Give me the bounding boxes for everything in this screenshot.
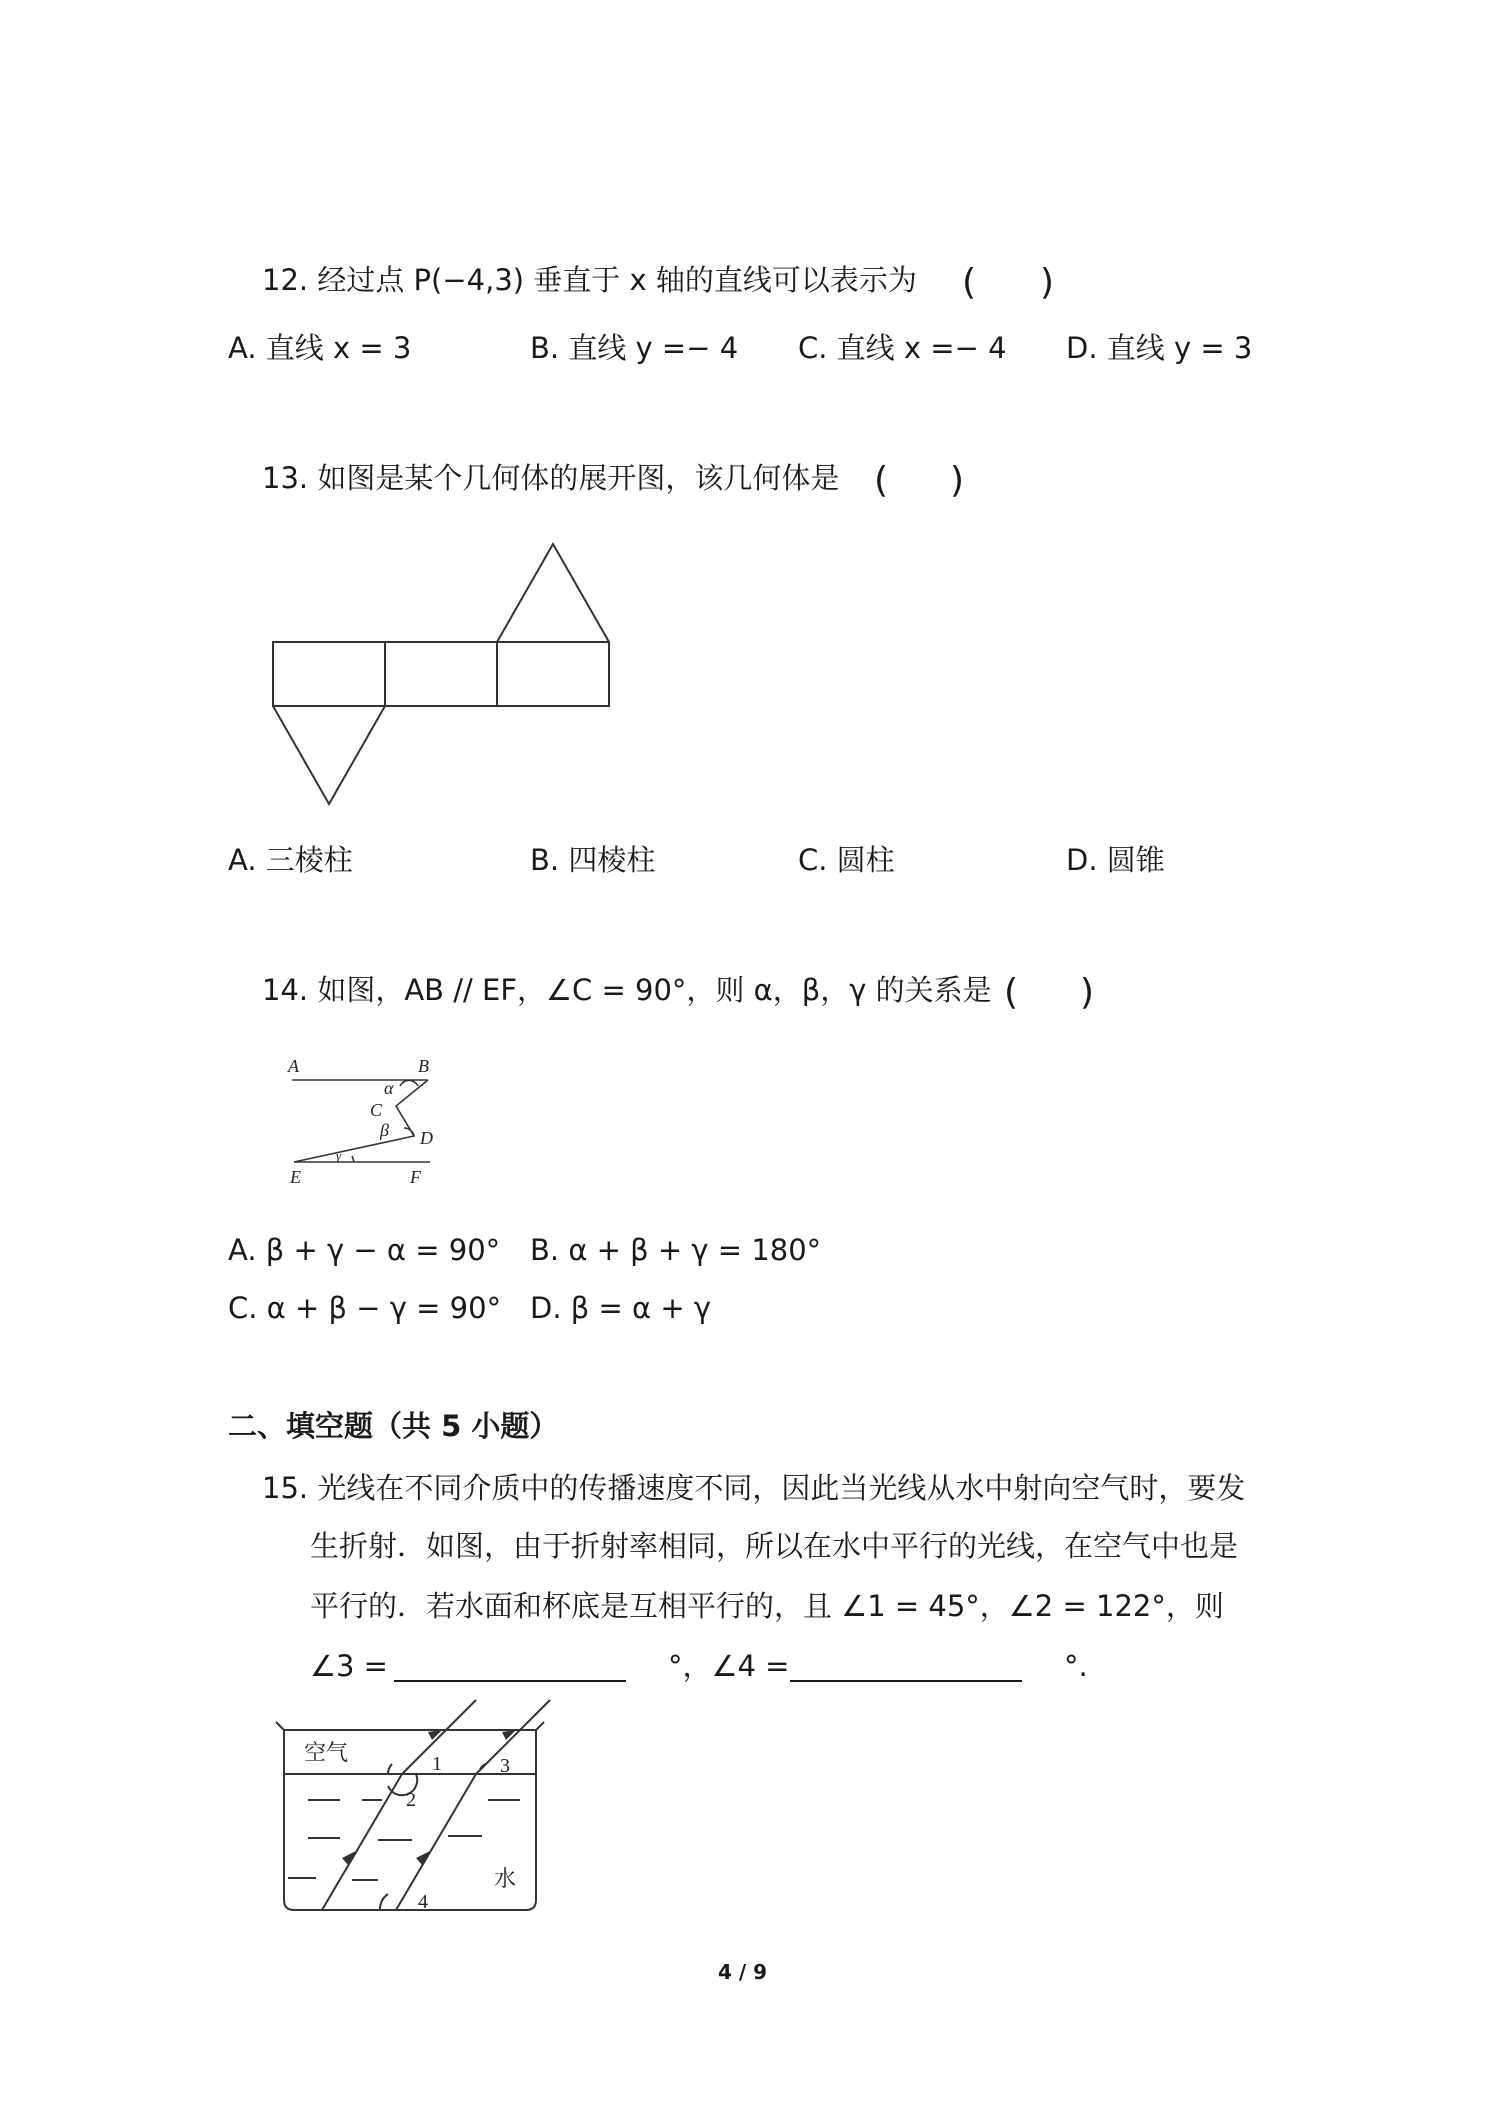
- q12-stem: 12. 经过点 P(−4,3) 垂直于 x 轴的直线可以表示为: [262, 263, 917, 297]
- q15-line3: 平行的．若水面和杯底是互相平行的，且 ∠1 = 45°，∠2 = 122°，则: [310, 1589, 1224, 1623]
- q14-option-a: A. β + γ − α = 90°: [228, 1233, 501, 1267]
- q15-line1: 15. 光线在不同介质中的传播速度不同，因此当光线从水中射向空气时，要发: [262, 1471, 1246, 1505]
- q12-option-a: A. 直线 x = 3: [228, 331, 412, 365]
- answer-blank-angle4[interactable]: [790, 1680, 1022, 1682]
- label-water: 水: [494, 1867, 517, 1892]
- answer-blank-angle3[interactable]: [394, 1680, 626, 1682]
- q15-blank1-prefix: ∠3 =: [310, 1649, 388, 1683]
- q13-option-d: D. 圆锥: [1066, 843, 1165, 877]
- label-angle2: 2: [406, 1789, 416, 1811]
- label-angle4: 4: [418, 1891, 428, 1913]
- q15-blank2-suffix: °.: [1064, 1649, 1088, 1683]
- q13-open-paren: (: [874, 460, 889, 501]
- q15-blank1-suffix: °，∠4 =: [668, 1649, 790, 1683]
- label-a: A: [288, 1056, 299, 1076]
- label-d: D: [420, 1128, 433, 1148]
- label-angle3: 3: [500, 1755, 510, 1777]
- q15-line2: 生折射．如图，由于折射率相同，所以在水中平行的光线，在空气中也是: [310, 1529, 1239, 1563]
- page-number: 4 / 9: [718, 1960, 768, 1984]
- q13-option-b: B. 四棱柱: [530, 843, 656, 877]
- label-beta: β: [380, 1120, 389, 1140]
- q12-option-d: D. 直线 y = 3: [1066, 331, 1253, 365]
- label-f: F: [410, 1167, 421, 1187]
- q14-option-c: C. α + β − γ = 90°: [228, 1291, 502, 1325]
- q14-stem: 14. 如图，AB // EF，∠C = 90°，则 α，β，γ 的关系是: [262, 973, 992, 1007]
- label-c: C: [370, 1100, 383, 1120]
- label-b: B: [418, 1056, 429, 1076]
- q12-open-paren: (: [962, 262, 977, 303]
- q12-close-paren: ): [1040, 262, 1055, 303]
- q12-option-b: B. 直线 y =− 4: [530, 331, 739, 365]
- label-e: E: [290, 1167, 301, 1187]
- q12-option-c: C. 直线 x =− 4: [798, 331, 1007, 365]
- q13-stem: 13. 如图是某个几何体的展开图，该几何体是: [262, 461, 840, 495]
- section-title: 二、填空题（共 5 小题）: [228, 1409, 559, 1443]
- q14-option-b: B. α + β + γ = 180°: [530, 1233, 822, 1267]
- parallel-lines-figure: [280, 1050, 460, 1190]
- q13-option-a: A. 三棱柱: [228, 843, 353, 877]
- q14-option-d: D. β = α + γ: [530, 1291, 712, 1325]
- prism-net-figure: [260, 530, 620, 810]
- label-angle1: 1: [432, 1753, 442, 1775]
- refraction-beaker-figure: [270, 1700, 570, 1920]
- label-air: 空气: [304, 1741, 349, 1766]
- q13-option-c: C. 圆柱: [798, 843, 895, 877]
- q13-close-paren: ): [950, 460, 965, 501]
- label-alpha: α: [384, 1078, 394, 1098]
- q14-close-paren: ): [1080, 972, 1095, 1013]
- q14-open-paren: (: [1004, 972, 1019, 1013]
- label-gamma: γ: [336, 1148, 342, 1163]
